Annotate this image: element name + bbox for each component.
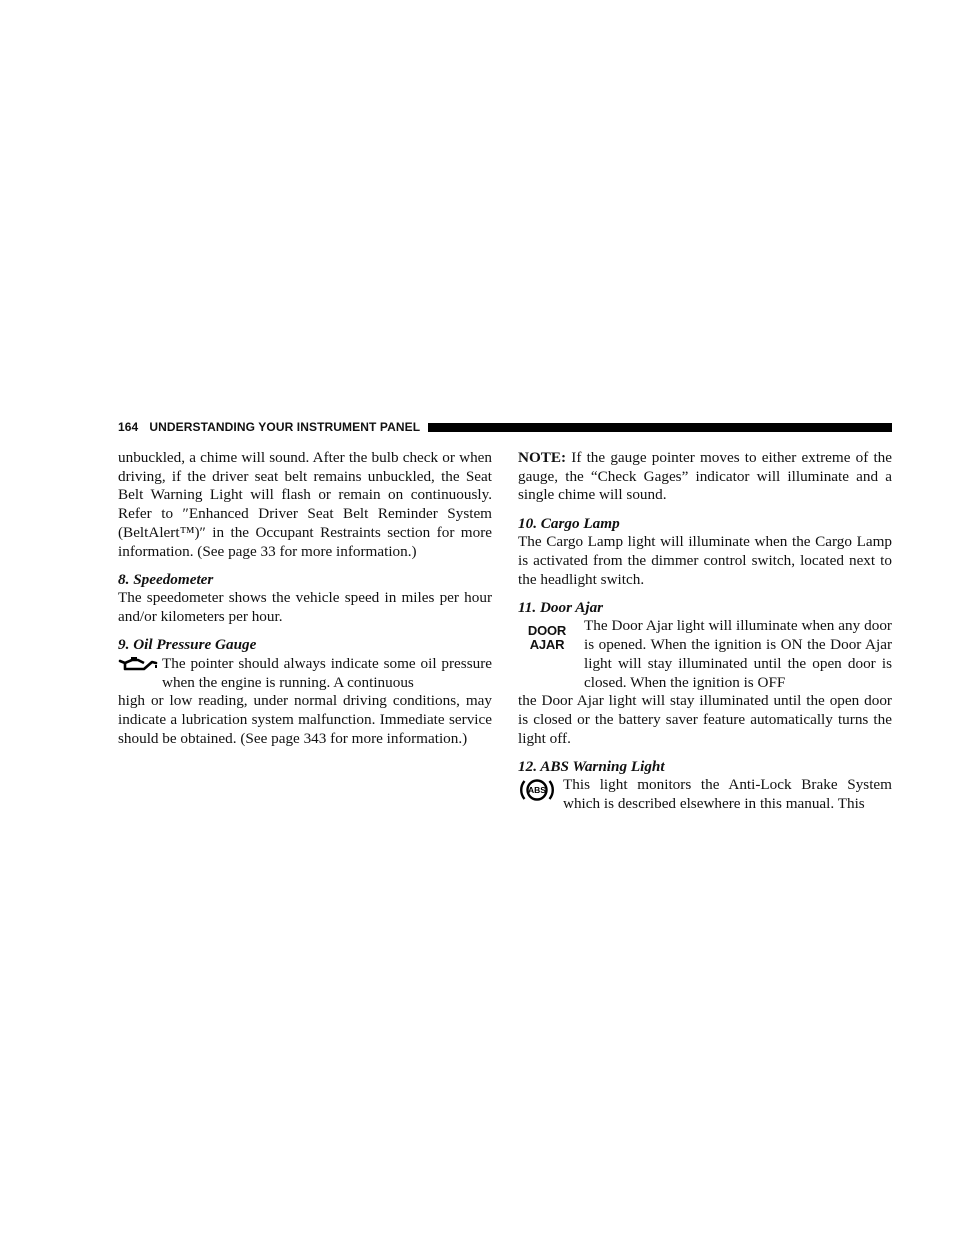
door-ajar-text-rest: the Door Ajar light will stay illuminated until the open door is closed or the battery saver feature automatically turns the light off. <box>518 692 892 747</box>
oil-can-icon <box>118 655 158 673</box>
speedometer-paragraph: The speedometer shows the vehicle speed in miles per hour and/or kilometers per hour. <box>118 589 492 626</box>
door-ajar-text-beside-icon: The Door Ajar light will illuminate when any door is opened. When the ignition is ON the Door Ajar light will stay illuminated until the open door is closed. When the ignition is OFF <box>584 617 892 691</box>
cargo-lamp-heading: 10. Cargo Lamp <box>518 514 620 532</box>
header-rule <box>428 423 892 432</box>
note-text: If the gauge pointer moves to either extreme of the gauge, the “Check Gages” indicator will illuminate and a single chime will sound. <box>518 449 892 504</box>
abs-warning-icon <box>518 776 556 804</box>
abs-heading: 12. ABS Warning Light <box>518 757 665 775</box>
door-ajar-icon-line2: AJAR <box>529 637 565 653</box>
door-ajar-icon <box>518 624 576 652</box>
oil-pressure-text-rest: high or low reading, under normal driving conditions, may indicate a lubrication system malfunction. Immediate service should be obtained. (See page 343 for more information.) <box>118 692 492 747</box>
note-paragraph <box>518 449 892 505</box>
left-column <box>118 449 492 748</box>
abs-row <box>518 776 892 813</box>
door-ajar-icon-line1: DOOR <box>527 623 567 639</box>
section-title: UNDERSTANDING YOUR INSTRUMENT PANEL <box>149 420 421 434</box>
oil-pressure-heading: 9. Oil Pressure Gauge <box>118 636 257 654</box>
speedometer-heading: 8. Speedometer <box>118 570 214 588</box>
page-number: 164 <box>118 420 139 434</box>
intro-paragraph: unbuckled, a chime will sound. After the bulb check or when driving, if the driver seat belt remains unbuckled, the Seat Belt Warning Light will flash or remain on continuously. Refer to ″Enhanced Driver Seat Belt Reminder System (BeltAlert™)″ in the Occupant Restraints section for more information. (See page 33 for more information.) <box>118 449 492 560</box>
note-label: NOTE: <box>518 449 567 466</box>
page-header <box>118 419 892 435</box>
oil-pressure-text-beside-icon: The pointer should always indicate some oil pressure when the engine is running. A continuous <box>162 654 492 691</box>
right-column <box>518 449 892 814</box>
oil-pressure-row <box>118 655 492 692</box>
abs-icon-label: ABS <box>528 785 546 796</box>
door-ajar-row <box>518 617 892 692</box>
abs-text-beside-icon: This light monitors the Anti-Lock Brake System which is described elsewhere in this manual. This <box>563 776 892 813</box>
door-ajar-heading: 11. Door Ajar <box>518 598 604 616</box>
cargo-lamp-paragraph: The Cargo Lamp light will illuminate when the Cargo Lamp is activated from the dimmer control switch, located next to the headlight switch. <box>518 533 892 588</box>
